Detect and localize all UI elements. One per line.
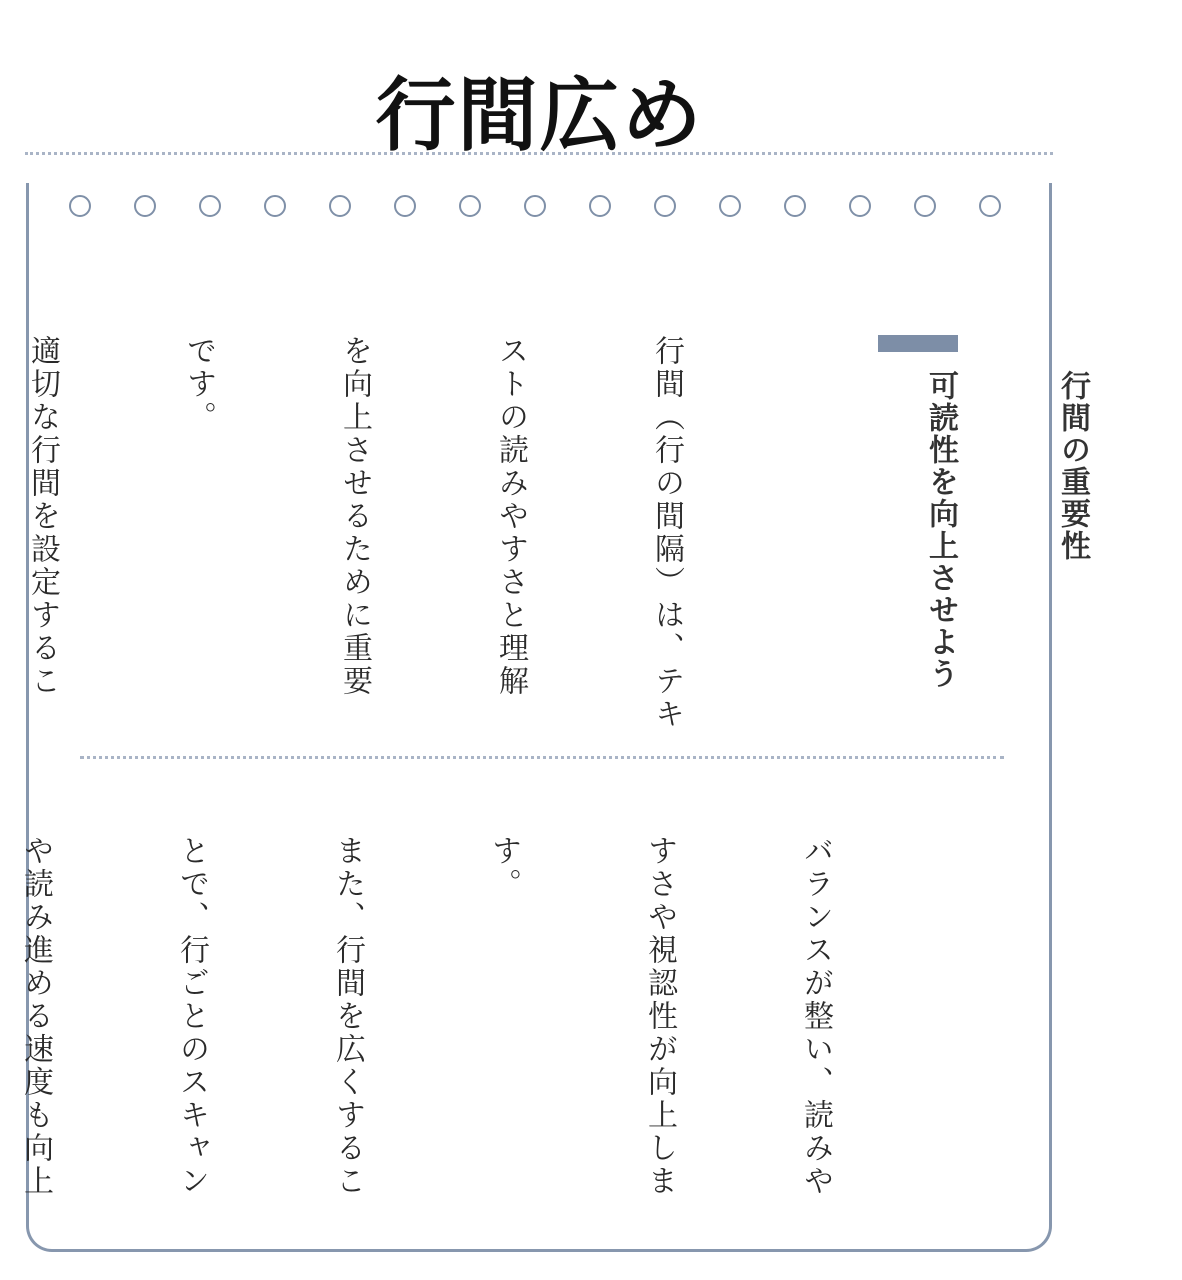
binder-ring-icon <box>329 195 351 217</box>
binder-ring-icon <box>849 195 871 217</box>
binder-ring-icon <box>134 195 156 217</box>
text-line: すさや視認性が向上しま <box>642 835 677 1198</box>
text-line: また、行間を広くするこ <box>330 835 365 1198</box>
text-line: 行間（行の間隔）は、テキ <box>649 335 684 731</box>
binder-ring-icon <box>69 195 91 217</box>
binder-ring-icon <box>199 195 221 217</box>
section-divider <box>80 756 1004 759</box>
text-line: や読み進める速度も向上 <box>18 835 53 1198</box>
heading-accent-bar <box>878 335 958 352</box>
page-title: 行間広め <box>375 68 704 162</box>
text-line: ストの読みやすさと理解 <box>493 335 528 698</box>
body-text-lower <box>0 835 945 1231</box>
heading-line: 可読性を向上させよう <box>923 370 958 690</box>
section-heading <box>874 370 1182 690</box>
binder-ring-icon <box>719 195 741 217</box>
binder-ring-icon <box>459 195 481 217</box>
binder-ring-icon <box>979 195 1001 217</box>
binder-ring-icon <box>654 195 676 217</box>
text-line: 適切な行間を設定するこ <box>25 335 60 698</box>
text-line: です。 <box>181 335 216 434</box>
binder-ring-icon <box>914 195 936 217</box>
text-line: バランスが整い、読みや <box>798 835 833 1198</box>
binder-rings <box>0 0 1079 240</box>
binder-ring-icon <box>394 195 416 217</box>
text-line: す。 <box>486 835 521 901</box>
binder-ring-icon <box>784 195 806 217</box>
binder-ring-icon <box>589 195 611 217</box>
text-line: とで、行ごとのスキャン <box>174 835 209 1198</box>
heading-line: 行間の重要性 <box>1055 370 1090 562</box>
text-line: を向上させるために重要 <box>337 335 372 698</box>
binder-ring-icon <box>524 195 546 217</box>
binder-ring-icon <box>264 195 286 217</box>
body-text-upper <box>0 335 796 731</box>
